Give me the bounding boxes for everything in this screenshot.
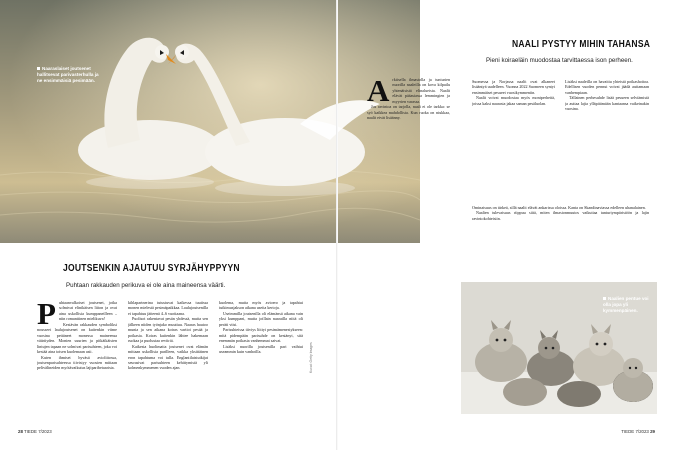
arctic-fox-column-main — [367, 77, 450, 387]
swan-paragraph: Puolisot rakentavat pesän yhdessä, mutta sen jälkeen niiden työnjako muuttuu. Naaras hautoo munia ja sen aikana koiras vartioi pesää ja poikasia. Koiras kuitenkin lähtee hakemaan ruokaa ja puolustaa reviiriä. — [128, 316, 208, 344]
swan-paragraph: Useimmilla joutsenilla oli elämänsä aikana vain yksi kumppani, mutta joillain naarailla niitä oli peräti viisi. — [219, 310, 303, 327]
photo-credit: Kuvat: Getty Images — [309, 342, 313, 373]
magazine-name-left: TIEDE — [24, 429, 37, 434]
issue-left: 7/2023 — [38, 429, 52, 434]
swan-paragraph: Puhtaanvalkoiset joutsenet, jotka solmivat elinikäisen liiton ja ovat aina uskollisia kumppaneilleen – niin romanttinen mielikuva! — [37, 300, 117, 331]
page-number-left: 28 — [18, 429, 23, 434]
swan-paragraph: Parisuhteissa tiiviys liittyi pesimämenestykseen: mitä pidempään parisuhde on kestänyt, sitä enemmän poikasia vanhemmat saivat. — [219, 327, 303, 344]
fox-paragraph: Jos ravintoa on tarjolla, naali ei ole tarkka: se syö kaikkea mahdollista. Kun ruoka on niukkaa, naalit eivät lisäänny. — [367, 104, 450, 121]
folio-left — [18, 429, 52, 434]
folio-right — [621, 429, 655, 434]
page-number-right: 29 — [650, 429, 655, 434]
fox-paragraph: Tällainen perhesuhde lisää pesueen selviämistä ja auttaa lajia ylläpitämään kantaansa vaikeinakin vuosina. — [565, 95, 649, 112]
swan-dropcap: P — [37, 300, 56, 331]
swan-photo-caption: Naaraslaiset joutsenet hallitsevat parivasterhulla ja ne ensimmäisiä pesimään. — [37, 66, 99, 83]
swan-article-title: JOUTSENKIN AJAUTUU SYRJÄHYPPYYN — [63, 263, 240, 274]
fox-paragraph: Lisäksi naaleilla on havaittu yhteistä poikashoitoa. Edellisen vuoden pennut voivat jäädä auttamaan vanhempiaan. — [565, 79, 649, 95]
swan-column-3 — [219, 300, 303, 412]
arctic-fox-article-title: NAALI PYSTYY MIHIN TAHANSA — [512, 39, 651, 50]
magazine-name-right: TIEDE — [621, 429, 635, 434]
arctic-fox-column-bottom — [472, 205, 649, 277]
swan-paragraph: Kestävän rakkauden symboliksi nousseet laulujoutsenet on kuitenkin viime vuosina pettäneet monessa maineensa väärtiyden. Monien suurien ja pitkäikäisten lintujen tapaan ne solmivat parisuhteen, joka voi kestää aina toisen kuolemaan asti. — [37, 321, 117, 355]
issue-right: 7/2023 — [635, 429, 649, 434]
caption-marker — [603, 297, 606, 300]
fox-paragraph: Naalit voivat muodostaa myös moniperheitä, joissa kaksi naarasta jakaa saman pesäluolan. — [472, 95, 555, 106]
swan-paragraph: Kuten ihmiset hyväsä avioliitossa, joutsenparisuhteessa tiivistyy vuosien mittaan pelivälineiden myötävaikutus lajiparibetaarista. — [37, 354, 117, 371]
swan-paragraph: kuolema, mutta myös avioero ja tapahtui tutkimusjakson aikana useita kertoja. — [219, 300, 303, 311]
fox-paragraph: Naalien tulevaisuus riippuu siitä, miten ilmastonmuutos vaikuttaa tunturiympäristöön ja lajin ravintokohteisiin. — [472, 210, 649, 221]
swan-column-2 — [128, 300, 208, 412]
arctic-fox-article-subtitle: Pieni koiraeläin muodostaa tarvittaessa ison perheen. — [486, 57, 633, 64]
fox-paragraph: Ominaisuus on tärkeä, sillä naalit elävät ankarissa oloissa. Kanta on Skandinaviassa edelleen uhanalainen. — [472, 205, 646, 210]
fox-paragraph: Suomessa ja Norjassa naalit ovat alkaneet lisääntyä uudelleen. Vuonna 2022 Suomeen syntyi ensimmäiset pesueet vuosikymmeniin. — [472, 79, 555, 95]
swan-paragraph: Kaikesta huolimatta joutsenet ovat elämän mittaan uskollisia parilleen, vaikka yksittäinen eron tapahtuma voi tulla. Englantilaistutkijat seurasivat parisuhteen kehittymistä yli kolmenkymmenen vuoden ajan. — [128, 343, 208, 371]
fox-paragraph: Arktisella ilmastolla ja tunturien nuorilla naaleilla on kova kilpailu yhtenäisistä elinalueista. Naalit elävät pääasiassa lemmingien ja myyrien varassa. — [367, 77, 450, 108]
caption-marker — [37, 67, 40, 70]
arctic-fox-photo-caption: Naalien pentue voi olla jopa yli kymmenpäinen. — [603, 296, 649, 313]
swan-paragraph: kihlapartnerina tutustuvat kaikessa tuutissa monen mielestä pesimäpaikkaa. Laulujoutsenilla ei tapahtuu jätteenä 4–6 vuotiaana. — [128, 300, 208, 316]
swan-column-1 — [37, 300, 117, 412]
fox-dropcap: A — [367, 77, 390, 108]
swan-paragraph: Lisäksi nuorilla joutsenilla pari vaihtui useammin kuin vanhoilla. — [219, 343, 303, 355]
swan-article-subtitle: Puhtaan rakkauden perikuva ei ole aina maineensa väärti. — [66, 282, 226, 289]
